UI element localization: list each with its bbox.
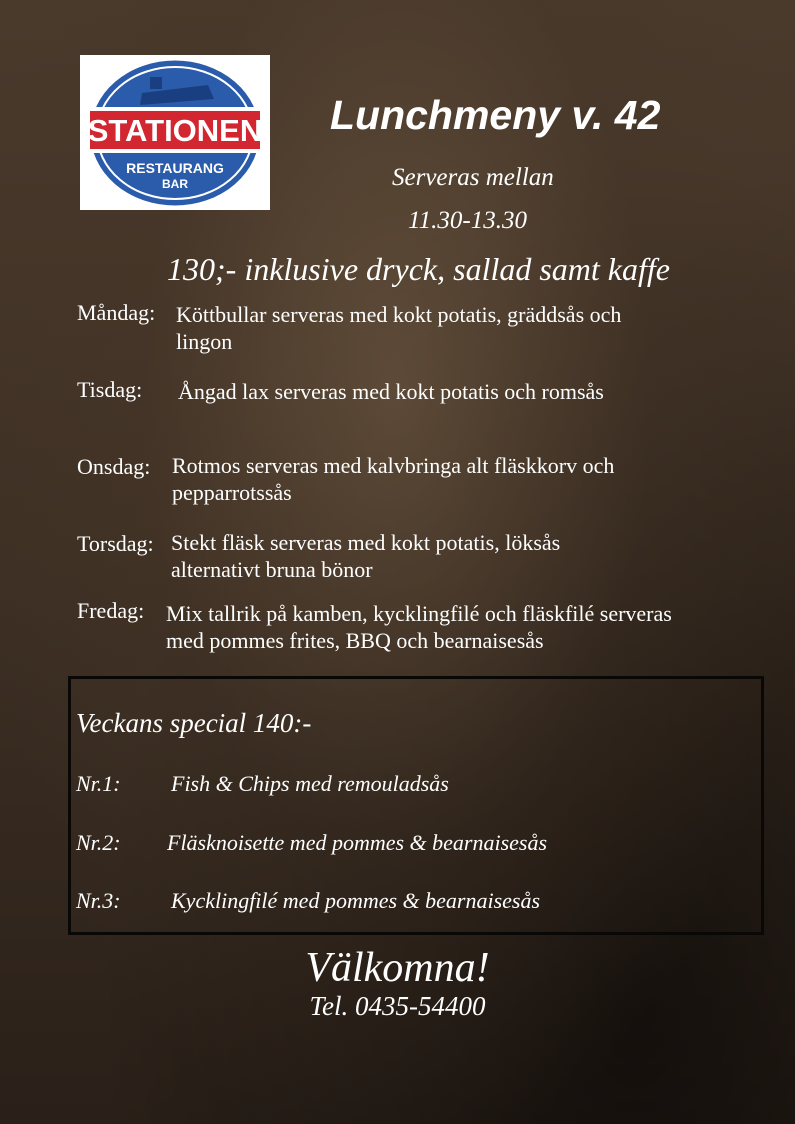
price-line: 130;- inklusive dryck, sallad samt kaffe — [167, 251, 670, 287]
day-dish: Mix tallrik på kamben, kycklingfilé och fläskfilé serveras med pommes frites, BBQ och bearnaisesås — [166, 601, 672, 653]
served-label: Serveras mellan — [392, 164, 554, 191]
special-heading: Veckans special 140:- — [76, 708, 312, 738]
menu-title: Lunchmeny v. 42 — [330, 92, 661, 138]
logo-graphic — [80, 55, 270, 210]
restaurant-logo — [80, 55, 270, 210]
day-label: Fredag: — [77, 598, 145, 623]
day-dish: Stekt fläsk serveras med kokt potatis, löksås alternativt bruna bönor — [171, 530, 561, 582]
special-dish: Kycklingfilé med pommes & bearnaisesås — [171, 888, 541, 913]
day-label: Tisdag: — [77, 377, 143, 402]
logo-line3: BAR — [162, 177, 188, 191]
special-number: Nr.1: — [76, 771, 121, 796]
special-dish: Fläsknoisette med pommes & bearnaisesås — [167, 830, 548, 855]
welcome-text: Välkomna! — [305, 945, 490, 991]
special-number: Nr.3: — [76, 888, 121, 913]
day-label: Måndag: — [77, 300, 156, 325]
day-dish: Ångad lax serveras med kokt potatis och romsås — [178, 379, 604, 404]
logo-line2: RESTAURANG — [126, 160, 224, 176]
day-dish: Rotmos serveras med kalvbringa alt fläskkorv och pepparrotssås — [172, 453, 615, 505]
special-number: Nr.2: — [76, 830, 121, 855]
logo-name: STATIONEN — [87, 113, 263, 148]
phone-number: Tel. 0435-54400 — [309, 991, 486, 1021]
day-label: Onsdag: — [77, 454, 151, 479]
day-dish: Köttbullar serveras med kokt potatis, gräddsås och lingon — [176, 302, 622, 354]
served-time: 11.30-13.30 — [408, 207, 527, 234]
special-dish: Fish & Chips med remouladsås — [171, 771, 449, 796]
day-label: Torsdag: — [77, 531, 154, 556]
